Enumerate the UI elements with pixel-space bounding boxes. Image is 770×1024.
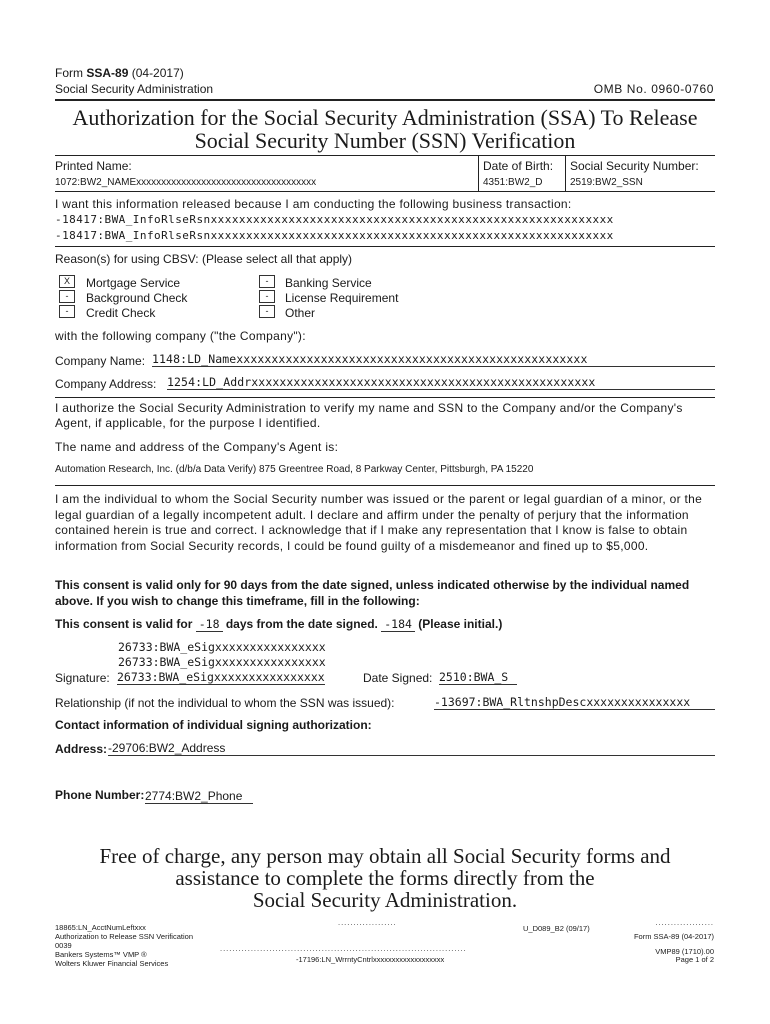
declaration-text: I am the individual to whom the Social Security number was issued or the parent or legal guardian of a minor, or the legal guardian of a legally incompetent adult. I declare and affirm under the penalty of perjury that the information contained herein is true and correct. I acknowledge that if I make any representation that I know is false to obtain information from Social Security records, I could be found guilty of a misdemeanor and fined up to $5,000.: [55, 492, 703, 553]
dob-label: Date of Birth:: [483, 159, 554, 173]
consent-timeframe-line: [55, 617, 502, 631]
signature-field[interactable]: 26733:BWA_eSigxxxxxxxxxxxxxxxx: [117, 670, 325, 684]
reasons-label: Reason(s) for using CBSV: (Please select all that apply): [55, 252, 353, 266]
form-prefix: Form: [55, 66, 83, 80]
title-line-2: Social Security Number (SSN) Verification: [194, 128, 576, 153]
footer-acct-num: 18865:LN_AcctNumLeftxxx: [55, 923, 146, 932]
footer-warranty-control: -17196:LN_WrrntyCntrlxxxxxxxxxxxxxxxxxxx: [296, 955, 445, 964]
phone-label: Phone Number:: [55, 788, 145, 802]
free-forms-notice: [55, 845, 715, 911]
printed-name-field[interactable]: 1072:BW2_NAMExxxxxxxxxxxxxxxxxxxxxxxxxxxxxxxxxxxx: [55, 177, 317, 188]
reason-label-credit: Credit Check: [86, 306, 156, 320]
footer-form-code: U_D089_B2 (09/17): [523, 924, 590, 933]
authorization-text: I authorize the Social Security Administration to verify my name and SSN to the Company and/or the Company's Agent, if applicable, for the purpose I identified.: [55, 401, 683, 430]
company-intro: with the following company ("the Company"):: [55, 329, 306, 343]
footer-dots-top: ...................: [338, 918, 397, 927]
phone-field[interactable]: 2774:BW2_Phone: [145, 789, 253, 804]
ssn-label: Social Security Number:: [570, 159, 699, 173]
omb-number: OMB No. 0960-0760: [593, 82, 714, 96]
consent-days-suffix: days from the date signed.: [225, 617, 378, 631]
company-name-field[interactable]: 1148:LD_Namexxxxxxxxxxxxxxxxxxxxxxxxxxxxxxxxxxxxxxxxxxxxxxxxxx: [152, 352, 715, 367]
consent-days-field[interactable]: -18: [196, 617, 223, 632]
checkbox-license-requirement[interactable]: -: [259, 290, 275, 303]
reason-label-license: License Requirement: [285, 291, 399, 305]
agency-name: Social Security Administration: [55, 82, 214, 96]
identity-top-rule: [55, 155, 715, 156]
relationship-field[interactable]: -13697:BWA_RltnshpDescxxxxxxxxxxxxxxx: [434, 695, 715, 710]
agent-rule: [55, 485, 715, 486]
relationship-label: Relationship (if not the individual to whom the SSN was issued):: [55, 696, 395, 710]
title-line-1: Authorization for the Social Security Administration (SSA) To Release: [72, 105, 698, 130]
consent-notice: This consent is valid only for 90 days from the date signed, unless indicated otherwise by the individual named above. If you wish to change this timeframe, fill in the following:: [55, 578, 690, 608]
date-signed-label: Date Signed:: [363, 671, 433, 685]
date-signed-field[interactable]: 2510:BWA_S: [439, 670, 517, 685]
checkbox-banking-service[interactable]: -: [259, 275, 275, 288]
contact-info-label: Contact information of individual signing authorization:: [55, 718, 372, 732]
dob-field[interactable]: 4351:BW2_D: [483, 177, 543, 188]
footer-doc-title: Authorization to Release SSN Verification: [55, 932, 193, 941]
address-field[interactable]: -29706:BW2_Address: [108, 741, 715, 756]
identity-bottom-rule: [55, 191, 715, 192]
footer-left: [55, 923, 193, 968]
reason-label-other: Other: [285, 306, 316, 320]
transaction-field-1[interactable]: -18417:BWA_InfoRlseRsnxxxxxxxxxxxxxxxxxxxxxxxxxxxxxxxxxxxxxxxxxxxxxxxxxxxxxxxxx: [55, 213, 614, 226]
transaction-rule: [55, 246, 715, 247]
company-address-label: Company Address:: [55, 377, 157, 391]
consent-initial-field[interactable]: -184: [381, 617, 415, 632]
checkbox-background-check[interactable]: -: [59, 290, 75, 303]
reason-label-background: Background Check: [86, 291, 188, 305]
signature-label: Signature:: [55, 671, 110, 685]
identity-divider-2: [565, 155, 566, 191]
footer-vendor: Bankers Systems™ VMP ®: [55, 950, 147, 959]
company-address-field[interactable]: 1254:LD_Addrxxxxxxxxxxxxxxxxxxxxxxxxxxxxxxxxxxxxxxxxxxxxxxxxx: [167, 375, 715, 390]
notice-line-2: assistance to complete the forms directly from the: [175, 866, 595, 890]
notice-line-3: Social Security Administration.: [252, 888, 518, 912]
form-code: SSA-89: [86, 66, 129, 80]
signature-line-1: 26733:BWA_eSigxxxxxxxxxxxxxxxx: [118, 640, 326, 654]
footer-code: 0039: [55, 941, 72, 950]
address-label: Address:: [55, 742, 108, 756]
transaction-field-2[interactable]: -18417:BWA_InfoRlseRsnxxxxxxxxxxxxxxxxxxxxxxxxxxxxxxxxxxxxxxxxxxxxxxxxxxxxxxxxx: [55, 229, 614, 242]
checkbox-credit-check[interactable]: -: [59, 305, 75, 318]
identity-divider-1: [478, 155, 479, 191]
reason-label-banking: Banking Service: [285, 276, 372, 290]
form-number: [55, 66, 184, 80]
footer-dots-right: ...................: [655, 918, 714, 927]
footer-publisher: Wolters Kluwer Financial Services: [55, 959, 169, 968]
printed-name-label: Printed Name:: [55, 159, 132, 173]
form-date: (04-2017): [131, 66, 184, 80]
page-title: [55, 106, 715, 152]
company-name-label: Company Name:: [55, 354, 146, 368]
ssn-field[interactable]: 2519:BW2_SSN: [570, 177, 643, 188]
consent-valid-prefix: This consent is valid for: [55, 617, 193, 631]
checkbox-mortgage-service[interactable]: X: [59, 275, 75, 288]
signature-line-2: 26733:BWA_eSigxxxxxxxxxxxxxxxx: [118, 655, 326, 669]
checkbox-other[interactable]: -: [259, 305, 275, 318]
consent-initial-label: (Please initial.): [418, 617, 503, 631]
agent-value: Automation Research, Inc. (d/b/a Data Verify) 875 Greentree Road, 8 Parkway Center, Pittsburgh, PA 15220: [55, 464, 534, 475]
company-rule: [55, 397, 715, 398]
reason-label-mortgage: Mortgage Service: [86, 276, 181, 290]
notice-line-1: Free of charge, any person may obtain all Social Security forms and: [99, 844, 671, 868]
header-rule: [55, 99, 715, 101]
footer-page-number: Page 1 of 2: [675, 955, 714, 964]
transaction-intro: I want this information released because I am conducting the following business transaction:: [55, 197, 572, 211]
agent-label: The name and address of the Company's Agent is:: [55, 440, 339, 454]
footer-dots-long: ................................................................................: [220, 944, 467, 953]
footer-form-number: Form SSA-89 (04-2017): [633, 932, 714, 941]
footer-vmp-code: VMP89 (1710).00: [655, 947, 714, 956]
